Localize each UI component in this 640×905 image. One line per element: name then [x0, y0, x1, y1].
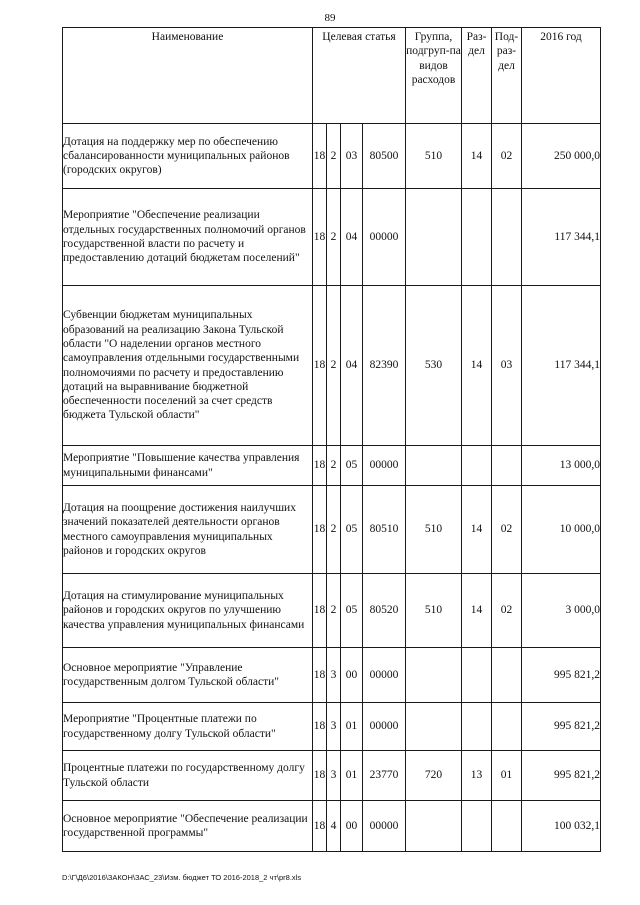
row-code-c: 00	[341, 801, 363, 852]
row-subsection	[492, 648, 522, 703]
row-amount: 117 344,1	[522, 189, 601, 286]
row-code-a: 18	[313, 446, 327, 486]
row-group: 510	[406, 124, 462, 189]
row-code-d: 80500	[363, 124, 406, 189]
row-code-d: 80510	[363, 486, 406, 574]
header-target-article: Целевая статья	[313, 28, 406, 124]
row-group: 510	[406, 574, 462, 648]
row-code-d: 00000	[363, 446, 406, 486]
row-section: 14	[462, 574, 492, 648]
row-subsection	[492, 446, 522, 486]
row-subsection: 02	[492, 574, 522, 648]
row-subsection	[492, 703, 522, 751]
row-group	[406, 189, 462, 286]
row-code-b: 2	[327, 286, 341, 446]
table-row	[63, 703, 601, 751]
table-row	[63, 801, 601, 852]
row-section: 14	[462, 486, 492, 574]
table-row	[63, 189, 601, 286]
row-subsection: 03	[492, 286, 522, 446]
row-code-a: 18	[313, 751, 327, 801]
row-section: 14	[462, 124, 492, 189]
table-row	[63, 486, 601, 574]
row-code-a: 18	[313, 124, 327, 189]
row-code-c: 01	[341, 703, 363, 751]
row-code-a: 18	[313, 286, 327, 446]
row-subsection: 02	[492, 124, 522, 189]
row-code-b: 3	[327, 751, 341, 801]
row-name: Процентные платежи по государственному долгу Тульской области	[63, 751, 313, 801]
row-amount: 13 000,0	[522, 446, 601, 486]
row-section	[462, 189, 492, 286]
row-amount: 3 000,0	[522, 574, 601, 648]
row-name: Дотация на стимулирование муниципальных районов и городских округов по улучшению качества управления муниципальных финансами	[63, 574, 313, 648]
row-code-c: 01	[341, 751, 363, 801]
row-name: Мероприятие "Процентные платежи по государственному долгу Тульской области"	[63, 703, 313, 751]
header-row	[63, 28, 601, 124]
row-code-b: 2	[327, 486, 341, 574]
row-section	[462, 446, 492, 486]
row-amount: 117 344,1	[522, 286, 601, 446]
row-code-a: 18	[313, 648, 327, 703]
file-path-footer: D:\Г\Д6\2016\ЗАКОН\ЗАС_23\Изм. бюджет ТО 2016-2018_2 чт\pr8.xls	[62, 873, 302, 882]
row-code-c: 05	[341, 486, 363, 574]
table-row	[63, 446, 601, 486]
row-code-d: 00000	[363, 189, 406, 286]
row-group: 720	[406, 751, 462, 801]
row-amount: 995 821,2	[522, 648, 601, 703]
table-row	[63, 286, 601, 446]
row-amount: 10 000,0	[522, 486, 601, 574]
row-amount: 250 000,0	[522, 124, 601, 189]
row-subsection: 01	[492, 751, 522, 801]
table-row	[63, 751, 601, 801]
row-code-b: 3	[327, 648, 341, 703]
row-code-a: 18	[313, 801, 327, 852]
row-name: Субвенции бюджетам муниципальных образований на реализацию Закона Тульской области "О наделении органов местного самоуправления отдельными государственными полномочиями по расчету и предоставлению дотаций на выравнивание бюджетной обеспеченности поселений за счет средств бюджета Тульской области"	[63, 286, 313, 446]
row-name: Мероприятие "Обеспечение реализации отдельных государственных полномочий органов государственной власти по расчету и предоставлению дотаций бюджетам поселений"	[63, 189, 313, 286]
row-code-c: 03	[341, 124, 363, 189]
row-code-a: 18	[313, 486, 327, 574]
row-code-a: 18	[313, 703, 327, 751]
row-code-c: 05	[341, 574, 363, 648]
row-name: Основное мероприятие "Обеспечение реализации государственной программы"	[63, 801, 313, 852]
header-section: Раз-дел	[462, 28, 492, 124]
row-subsection	[492, 189, 522, 286]
row-section	[462, 801, 492, 852]
table-row	[63, 124, 601, 189]
row-code-d: 00000	[363, 801, 406, 852]
budget-table	[62, 27, 601, 852]
row-amount: 100 032,1	[522, 801, 601, 852]
row-name: Мероприятие "Повышение качества управления муниципальными финансами"	[63, 446, 313, 486]
row-code-a: 18	[313, 189, 327, 286]
row-code-d: 80520	[363, 574, 406, 648]
row-name: Основное мероприятие "Управление государственным долгом Тульской области"	[63, 648, 313, 703]
row-group	[406, 446, 462, 486]
row-code-d: 00000	[363, 648, 406, 703]
header-group: Группа, подгруп-па видов расходов	[406, 28, 462, 124]
row-code-c: 04	[341, 286, 363, 446]
row-subsection	[492, 801, 522, 852]
row-group: 530	[406, 286, 462, 446]
row-amount: 995 821,2	[522, 751, 601, 801]
row-code-b: 4	[327, 801, 341, 852]
row-section	[462, 648, 492, 703]
row-section	[462, 703, 492, 751]
row-subsection: 02	[492, 486, 522, 574]
row-code-b: 2	[327, 189, 341, 286]
row-code-b: 2	[327, 574, 341, 648]
row-code-d: 23770	[363, 751, 406, 801]
row-code-d: 00000	[363, 703, 406, 751]
row-name: Дотация на поощрение достижения наилучших значений показателей деятельности органов местного самоуправления муниципальных районов и городских округов	[63, 486, 313, 574]
page-number: 89	[324, 12, 336, 24]
header-name: Наименование	[63, 28, 313, 124]
row-group	[406, 703, 462, 751]
row-code-b: 2	[327, 446, 341, 486]
row-section: 13	[462, 751, 492, 801]
row-code-b: 2	[327, 124, 341, 189]
row-code-c: 04	[341, 189, 363, 286]
row-code-a: 18	[313, 574, 327, 648]
table-row	[63, 648, 601, 703]
row-code-c: 00	[341, 648, 363, 703]
row-group	[406, 648, 462, 703]
row-section: 14	[462, 286, 492, 446]
row-name: Дотация на поддержку мер по обеспечению сбалансированности муниципальных районов (городских округов)	[63, 124, 313, 189]
row-group	[406, 801, 462, 852]
header-year: 2016 год	[522, 28, 601, 124]
table-row	[63, 574, 601, 648]
row-amount: 995 821,2	[522, 703, 601, 751]
row-group: 510	[406, 486, 462, 574]
header-subsection: Под-раз-дел	[492, 28, 522, 124]
row-code-d: 82390	[363, 286, 406, 446]
row-code-b: 3	[327, 703, 341, 751]
row-code-c: 05	[341, 446, 363, 486]
